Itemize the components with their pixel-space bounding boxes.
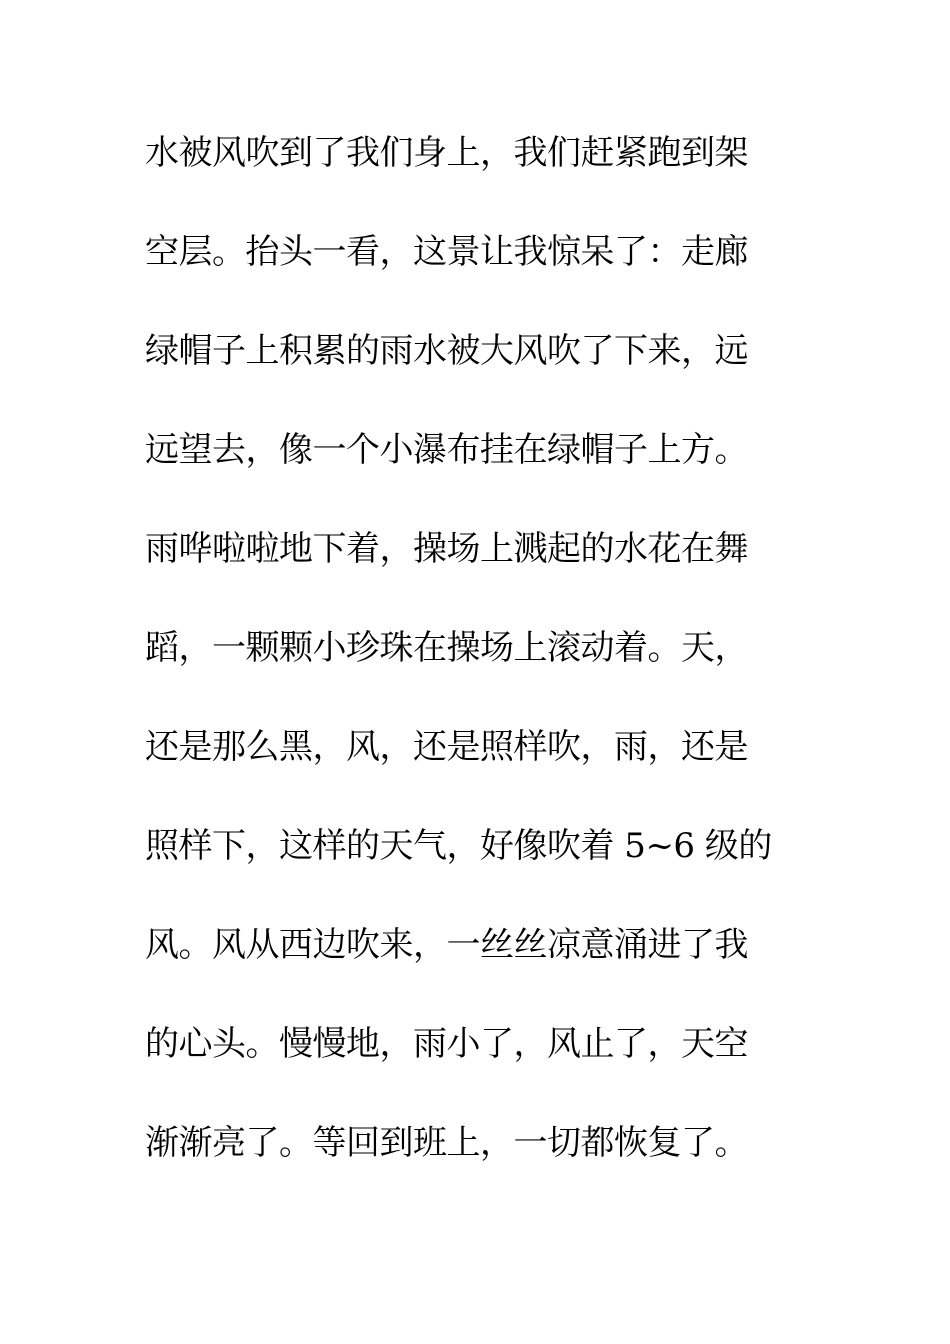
text-line: 渐渐亮了。等回到班上，一切都恢复了。 — [145, 1123, 748, 1163]
text-line: 风。风从西边吹来，一丝丝凉意涌进了我 — [145, 925, 748, 965]
text-line: 水被风吹到了我们身上，我们赶紧跑到架 — [145, 133, 748, 173]
text-line: 照样下，这样的天气，好像吹着 5~6 级的 — [145, 826, 772, 866]
body-text — [145, 128, 785, 1217]
text-line: 蹈，一颗颗小珍珠在操场上滚动着。天， — [145, 628, 748, 668]
text-line: 还是那么黑，风，还是照样吹，雨，还是 — [145, 727, 748, 767]
text-line: 远望去，像一个小瀑布挂在绿帽子上方。 — [145, 430, 748, 470]
text-line: 的心头。慢慢地，雨小了，风止了，天空 — [145, 1024, 748, 1064]
text-line: 雨哗啦啦地下着，操场上溅起的水花在舞 — [145, 529, 748, 569]
text-line: 绿帽子上积累的雨水被大风吹了下来，远 — [145, 331, 748, 371]
text-line: 空层。抬头一看，这景让我惊呆了：走廊 — [145, 232, 748, 272]
